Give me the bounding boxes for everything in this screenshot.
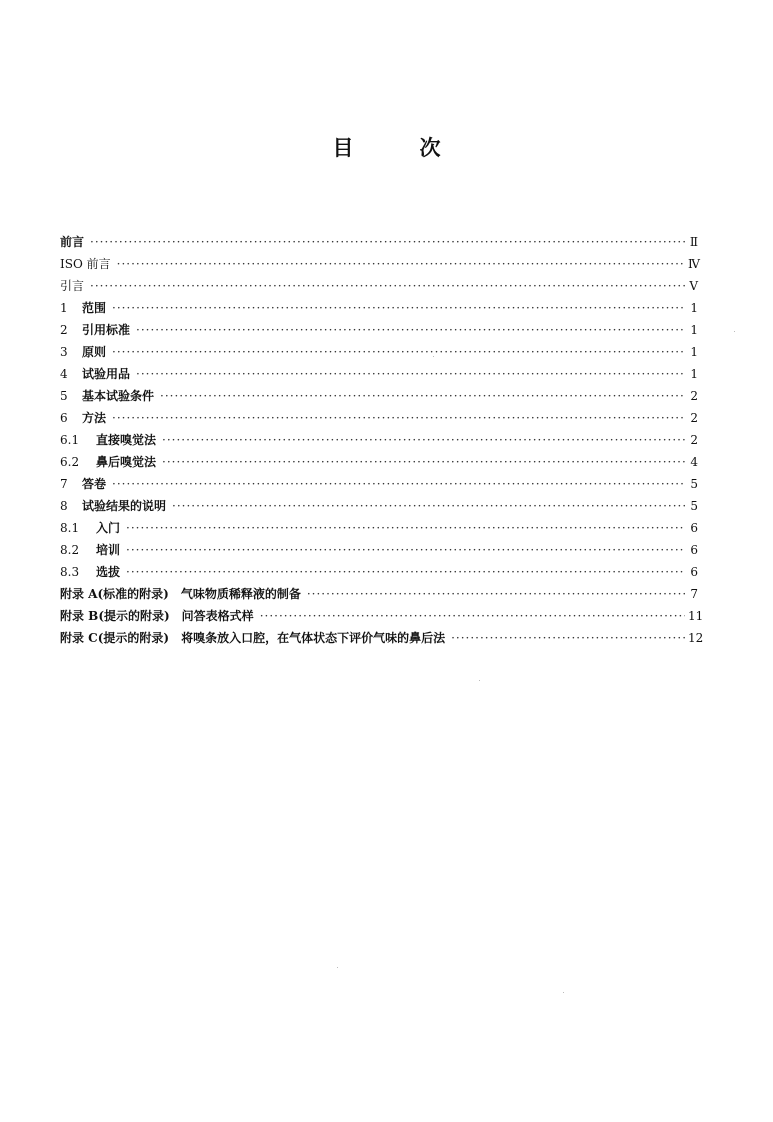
toc-entry-page: 6 [690, 521, 698, 535]
toc-entry-introduction[interactable] [60, 275, 698, 297]
toc-entry-number: 6.1 [60, 433, 80, 447]
toc-entry-page: 2 [690, 411, 698, 425]
toc-entry-label: 直接嗅觉法 [96, 433, 157, 447]
dot-leader [126, 539, 685, 561]
toc-entry-8-2[interactable] [60, 539, 698, 561]
toc-entry-number: 2 [60, 323, 68, 337]
toc-entry-label: 附录 A(标准的附录) 气味物质稀释液的制备 [60, 587, 301, 601]
toc-entry-5[interactable] [60, 385, 698, 407]
dot-leader [117, 253, 685, 275]
toc-entry-page: 11 [688, 609, 704, 623]
scan-speck [563, 992, 564, 993]
dot-leader [260, 605, 685, 627]
toc-entry-page: 1 [690, 301, 698, 315]
toc-entry-annex-c[interactable] [60, 627, 704, 649]
toc-entry-8-1[interactable] [60, 517, 698, 539]
toc-entry-label: 前言 [60, 235, 85, 249]
toc-entry-number: 8.2 [60, 543, 80, 557]
dot-leader [451, 627, 685, 649]
dot-leader [162, 451, 685, 473]
toc-entry-label: 选拔 [96, 565, 121, 579]
dot-leader [90, 231, 685, 253]
toc-entry-number: 8.1 [60, 521, 80, 535]
toc-entry-number: 8 [60, 499, 68, 513]
toc-entry-preface[interactable] [60, 231, 698, 253]
toc-title [0, 132, 773, 162]
toc-entry-label: 入门 [96, 521, 121, 535]
toc-entry-page: Ⅱ [689, 235, 698, 249]
toc-entry-label: 范围 [82, 301, 107, 315]
toc-entry-label: 基本试验条件 [82, 389, 155, 403]
toc-entry-4[interactable] [60, 363, 698, 385]
toc-entry-page: 5 [690, 477, 698, 491]
table-of-contents [60, 231, 704, 649]
dot-leader [160, 385, 685, 407]
toc-entry-label: 鼻后嗅觉法 [96, 455, 157, 469]
toc-entry-page: 6 [690, 543, 698, 557]
toc-entry-8[interactable] [60, 495, 698, 517]
toc-entry-page: 2 [690, 389, 698, 403]
scan-speck [433, 356, 434, 357]
toc-entry-label: 附录 B(提示的附录) 问答表格式样 [60, 609, 254, 623]
toc-entry-annex-a[interactable] [60, 583, 698, 605]
toc-entry-page: 2 [690, 433, 698, 447]
toc-entry-label: 引言 [60, 279, 85, 293]
dot-leader [126, 517, 685, 539]
toc-entry-iso-preface[interactable] [60, 253, 698, 275]
toc-entry-6-1[interactable] [60, 429, 698, 451]
toc-entry-label: 试验用品 [82, 367, 131, 381]
dot-leader [172, 495, 685, 517]
toc-entry-page: 5 [690, 499, 698, 513]
toc-entry-page: 12 [688, 631, 704, 645]
toc-entry-label: 附录 C(提示的附录) 将嗅条放入口腔，在气体状态下评价气味的鼻后法 [60, 631, 446, 645]
dot-leader [126, 561, 685, 583]
dot-leader [112, 297, 685, 319]
scan-speck [734, 331, 735, 332]
scan-speck [337, 967, 338, 968]
toc-entry-number: 6 [60, 411, 68, 425]
title-char-1: 目 [332, 136, 354, 160]
toc-entry-1[interactable] [60, 297, 698, 319]
toc-entry-number: 5 [60, 389, 68, 403]
toc-entry-page: 6 [690, 565, 698, 579]
toc-entry-page: 1 [690, 345, 698, 359]
dot-leader [162, 429, 685, 451]
toc-entry-page: 1 [690, 367, 698, 381]
toc-entry-number: 7 [60, 477, 68, 491]
toc-entry-2[interactable] [60, 319, 698, 341]
toc-entry-number: 6.2 [60, 455, 80, 469]
toc-entry-number: 3 [60, 345, 68, 359]
toc-entry-number: 4 [60, 367, 68, 381]
dot-leader [136, 319, 685, 341]
toc-entry-6-2[interactable] [60, 451, 698, 473]
toc-entry-label: 试验结果的说明 [82, 499, 167, 513]
dot-leader [90, 275, 685, 297]
toc-entry-6[interactable] [60, 407, 698, 429]
toc-entry-label: 引用标准 [82, 323, 131, 337]
toc-entry-annex-b[interactable] [60, 605, 704, 627]
toc-entry-page: Ⅳ [688, 257, 700, 271]
toc-entry-label: ISO 前言 [60, 257, 111, 271]
toc-entry-label: 方法 [82, 411, 107, 425]
dot-leader [136, 363, 685, 385]
toc-entry-label: 答卷 [82, 477, 107, 491]
toc-entry-7[interactable] [60, 473, 698, 495]
toc-entry-page: 4 [690, 455, 698, 469]
toc-entry-label: 原则 [82, 345, 107, 359]
dot-leader [112, 473, 685, 495]
title-char-2: 次 [419, 136, 441, 160]
toc-entry-3[interactable] [60, 341, 698, 363]
dot-leader [307, 583, 685, 605]
toc-entry-page: 1 [690, 323, 698, 337]
toc-entry-label: 培训 [96, 543, 121, 557]
toc-entry-page: Ⅴ [689, 279, 698, 293]
scan-speck [479, 680, 480, 681]
toc-entry-8-3[interactable] [60, 561, 698, 583]
toc-entry-page: 7 [690, 587, 698, 601]
dot-leader [112, 341, 685, 363]
toc-entry-number: 1 [60, 301, 68, 315]
dot-leader [112, 407, 685, 429]
toc-entry-number: 8.3 [60, 565, 80, 579]
